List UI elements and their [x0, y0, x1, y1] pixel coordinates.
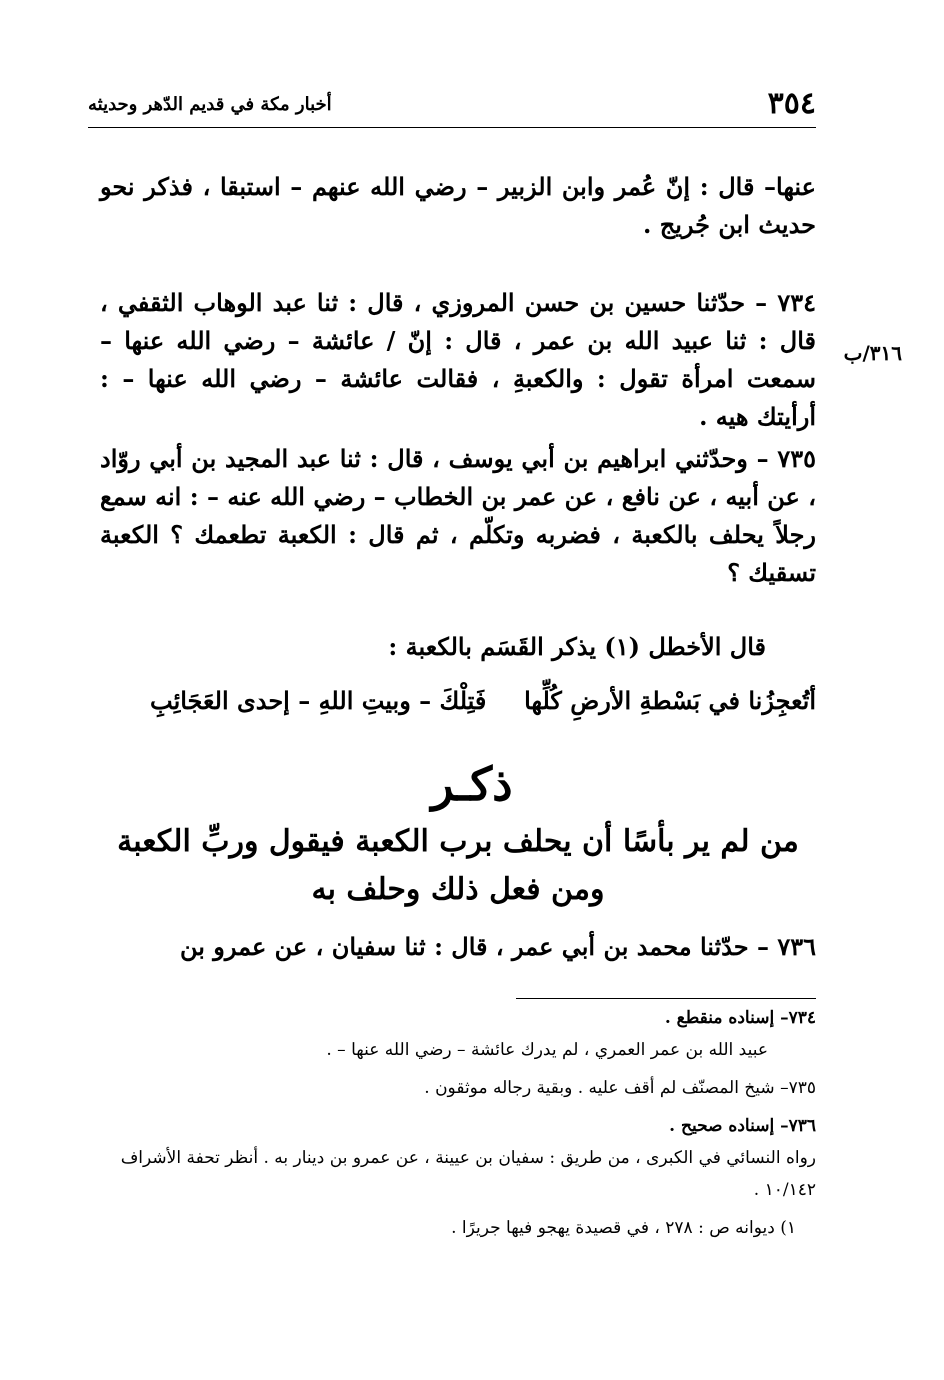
page-header	[88, 86, 816, 126]
footnote-divider	[516, 998, 816, 999]
chapter-heading-word: ذكـر	[431, 757, 513, 811]
footnote-1: ١) ديوانه ص : ٢٧٨ ، في قصيدة يهجو فيها جريرًا .	[451, 1218, 796, 1238]
paragraph-text: ٧٣٤ – حدّثنا حسين بن حسن المروزي ، قال : ثنا عبد الوهاب الثقفي ، قال : ثنا عبيد الله بن عمر ، قال : إنّ / عائشة – رضي الله عنها – سمعت امرأة تقول : والكعبةِ ، فقالت عائشة – رضي الله عنها – : أرأيتك هيه .	[100, 288, 816, 431]
footnote-736	[100, 1110, 816, 1206]
footnote-735-text: ٧٣٥– شيخ المصنّف لم أقف عليه . وبقية رجاله موثقون .	[424, 1078, 816, 1098]
verse-second-hemistich: فَتِلْكَ – وبيتِ اللهِ – إحدى العَجَائِبِ	[150, 686, 487, 715]
paragraph-734	[100, 284, 816, 436]
footnote-734-body: عبيد الله بن عمر العمري ، لم يدرك عائشة – رضي الله عنها – .	[326, 1040, 768, 1060]
paragraph-text: ٧٣٦ – حدّثنا محمد بن أبي عمر ، قال : ثنا سفيان ، عن عمرو بن	[179, 932, 816, 961]
page-number: ٣٥٤	[767, 86, 816, 121]
footnote-736-body: رواه النسائي في الكبرى ، من طريق : سفيان بن عيينة ، عن عمرو بن دينار به . أنظر تحفة الأشراف ١٠/١٤٢ .	[120, 1148, 816, 1200]
paragraph-736	[100, 928, 816, 966]
chapter-title: من لم ير بأسًا أن يحلف برب الكعبة فيقول وربِّ الكعبة ومن فعل ذلك وحلف به	[117, 824, 799, 907]
poem-intro	[388, 628, 766, 666]
poem-intro-text: قال الأخطل (١) يذكر القَسَم بالكعبة :	[388, 632, 766, 661]
poem-verse	[150, 686, 816, 730]
header-divider	[88, 127, 816, 128]
footnote-734-head: ٧٣٤– إسناده منقطع .	[664, 1008, 816, 1028]
running-title: أخبار مكة في قديم الدّهر وحديثه	[88, 94, 332, 115]
verse-first-hemistich: أتُعجِزُنا في بَسْطةِ الأرضِ كُلِّها	[524, 686, 816, 715]
paragraph-735	[100, 440, 816, 592]
footnotes	[100, 1002, 816, 1244]
footnote-734	[100, 1002, 816, 1066]
margin-folio-note: ٣١٦/ب	[843, 341, 902, 365]
paragraph-continuation	[100, 168, 816, 244]
paragraph-text: ٧٣٥ – وحدّثني ابراهيم بن أبي يوسف ، قال : ثنا عبد المجيد بن أبي روّاد ، عن أبيه ، عن نافع ، عن عمر بن الخطاب – رضي الله عنه – : انه سمع رجلاً يحلف بالكعبة ، فضربه وتكلّم ، ثم قال : الكعبة تطعمك ؟ الكعبة تسقيك ؟	[100, 444, 816, 587]
footnote-735	[100, 1072, 816, 1104]
paragraph-text: عنها– قال : إنّ عُمر وابن الزبير – رضي الله عنهم – استبقا ، فذكر نحو حديث ابن جُريج .	[100, 172, 816, 239]
footnote-736-head: ٧٣٦– إسناده صحيح .	[669, 1116, 816, 1136]
